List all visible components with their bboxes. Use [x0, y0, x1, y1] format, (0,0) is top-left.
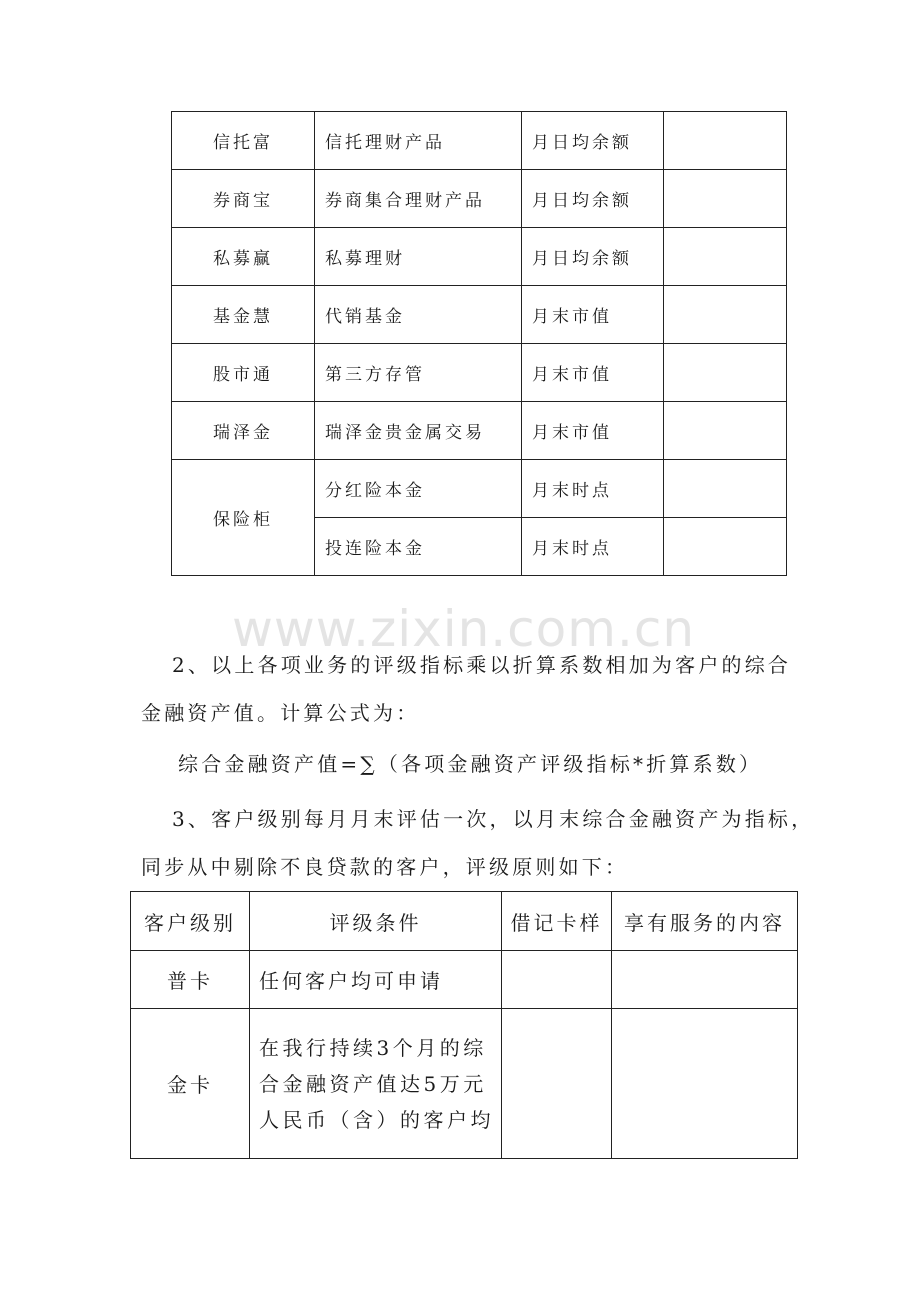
product-name: 股市通 — [172, 344, 315, 402]
product-name: 保险柜 — [172, 460, 315, 576]
debit-card-sample — [502, 951, 612, 1009]
table-row — [172, 460, 787, 518]
product-name: 基金慧 — [172, 286, 315, 344]
conversion-coefficient — [664, 286, 787, 344]
conversion-coefficient — [664, 518, 787, 576]
table-row — [172, 228, 787, 286]
paragraph-item-2-cont: 金融资产值。计算公式为： — [141, 701, 420, 725]
conversion-coefficient — [664, 228, 787, 286]
rating-indicator: 月日均余额 — [522, 228, 664, 286]
formula: 综合金融资产值=∑（各项金融资产评级指标*折算系数） — [178, 752, 763, 776]
table-row — [131, 1009, 798, 1159]
product-name: 私募赢 — [172, 228, 315, 286]
product-type: 券商集合理财产品 — [315, 170, 522, 228]
condition-line: 在我行持续3个月的综 — [259, 1035, 487, 1060]
table-row — [172, 112, 787, 170]
product-type: 分红险本金 — [315, 460, 522, 518]
conversion-coefficient — [664, 402, 787, 460]
table-row — [172, 402, 787, 460]
watermark: www.zixin.com.cn — [232, 600, 696, 658]
product-indicator-table — [171, 111, 787, 576]
rating-condition: 任何客户均可申请 — [250, 951, 502, 1009]
product-name: 券商宝 — [172, 170, 315, 228]
header-debit-card-sample: 借记卡样 — [502, 892, 612, 951]
service-content — [612, 1009, 798, 1159]
rating-indicator: 月日均余额 — [522, 170, 664, 228]
condition-line: 合金融资产值达5万元 — [259, 1071, 487, 1096]
conversion-coefficient — [664, 460, 787, 518]
conversion-coefficient — [664, 170, 787, 228]
rating-indicator: 月末市值 — [522, 344, 664, 402]
rating-indicator: 月末时点 — [522, 518, 664, 576]
condition-line: 人民币（含）的客户均 — [259, 1107, 494, 1132]
customer-level: 金卡 — [131, 1009, 250, 1159]
table-row — [131, 951, 798, 1009]
table-header-row — [131, 892, 798, 951]
header-customer-level: 客户级别 — [131, 892, 250, 951]
product-type: 信托理财产品 — [315, 112, 522, 170]
customer-level: 普卡 — [131, 951, 250, 1009]
product-type: 瑞泽金贵金属交易 — [315, 402, 522, 460]
rating-indicator: 月末市值 — [522, 286, 664, 344]
conversion-coefficient — [664, 112, 787, 170]
paragraph-item-3-cont: 同步从中剔除不良贷款的客户，评级原则如下： — [141, 855, 629, 879]
table-row — [172, 286, 787, 344]
service-content — [612, 951, 798, 1009]
customer-level-table — [130, 891, 798, 1159]
rating-indicator: 月日均余额 — [522, 112, 664, 170]
paragraph-item-2: 2、以上各项业务的评级指标乘以折算系数相加为客户的综合 — [172, 653, 792, 677]
rating-indicator: 月末市值 — [522, 402, 664, 460]
header-services: 享有服务的内容 — [612, 892, 798, 951]
debit-card-sample — [502, 1009, 612, 1159]
product-type: 私募理财 — [315, 228, 522, 286]
rating-condition — [250, 1009, 502, 1159]
product-name: 瑞泽金 — [172, 402, 315, 460]
product-type: 投连险本金 — [315, 518, 522, 576]
table-row — [172, 344, 787, 402]
product-type: 第三方存管 — [315, 344, 522, 402]
product-type: 代销基金 — [315, 286, 522, 344]
paragraph-item-3: 3、客户级别每月月末评估一次，以月末综合金融资产为指标， — [172, 807, 815, 831]
header-rating-condition: 评级条件 — [250, 892, 502, 951]
conversion-coefficient — [664, 344, 787, 402]
rating-indicator: 月末时点 — [522, 460, 664, 518]
product-name: 信托富 — [172, 112, 315, 170]
table-row — [172, 170, 787, 228]
